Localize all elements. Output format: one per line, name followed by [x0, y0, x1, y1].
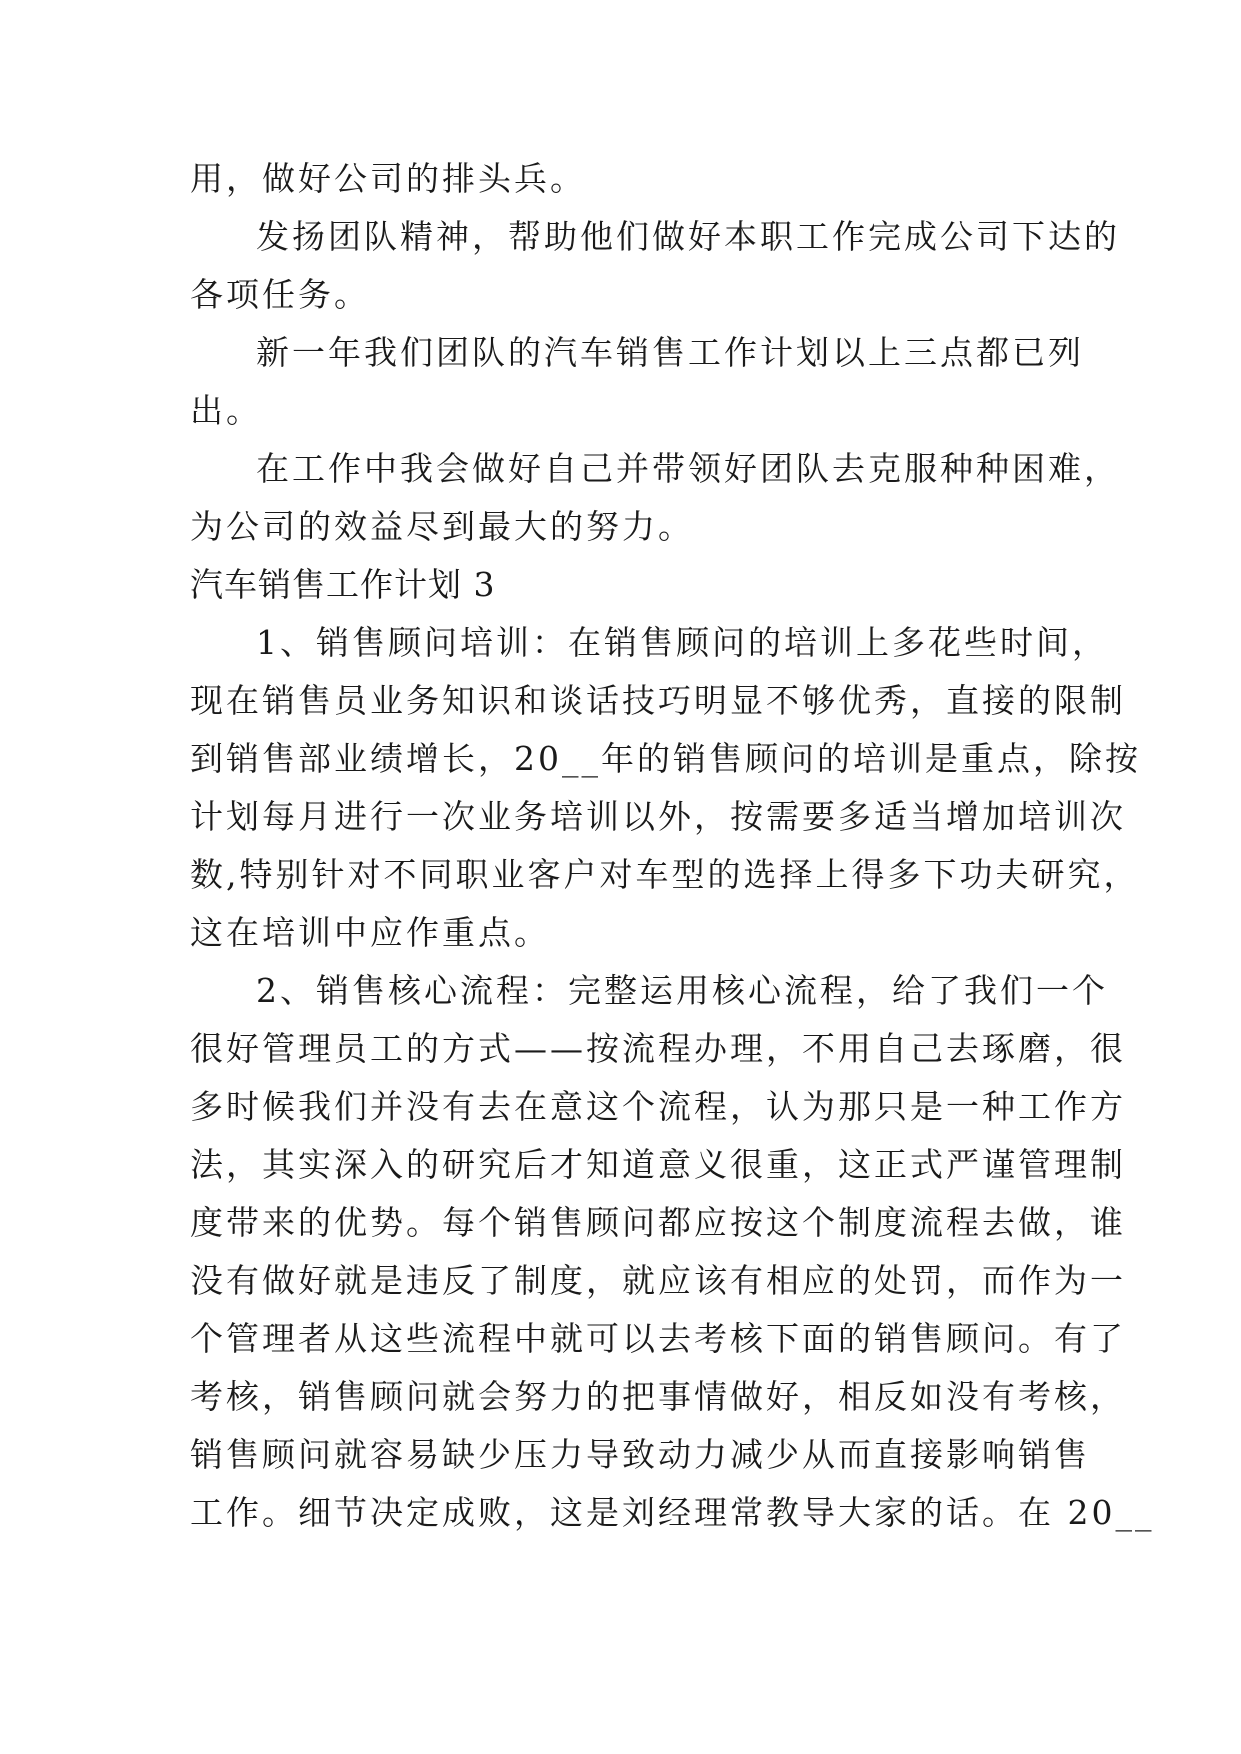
text-line: 2、销售核心流程：完整运用核心流程，给了我们一个 — [256, 971, 1108, 1010]
document-body — [190, 150, 1155, 1542]
text-line: 这在培训中应作重点。 — [190, 913, 550, 952]
text-line: 考核，销售顾问就会努力的把事情做好，相反如没有考核， — [190, 1377, 1126, 1416]
text-line: 现在销售员业务知识和谈话技巧明显不够优秀，直接的限制 — [190, 681, 1126, 720]
text-line: 1、销售顾问培训：在销售顾问的培训上多花些时间， — [256, 623, 1108, 662]
text-line: 各项任务。 — [190, 275, 370, 314]
section-heading: 汽车销售工作计划 3 — [190, 565, 496, 604]
text-line: 很好管理员工的方式——按流程办理，不用自己去琢磨，很 — [190, 1029, 1126, 1068]
text-line: 没有做好就是违反了制度，就应该有相应的处罚，而作为一 — [190, 1261, 1126, 1300]
text-line: 工作。细节决定成败，这是刘经理常教导大家的话。在 20__ — [190, 1493, 1155, 1532]
text-line: 出。 — [190, 391, 262, 430]
text-line: 销售顾问就容易缺少压力导致动力减少从而直接影响销售 — [190, 1435, 1090, 1474]
text-line: 计划每月进行一次业务培训以外，按需要多适当增加培训次 — [190, 797, 1126, 836]
text-line: 度带来的优势。每个销售顾问都应按这个制度流程去做，谁 — [190, 1203, 1126, 1242]
text-line: 多时候我们并没有去在意这个流程，认为那只是一种工作方 — [190, 1087, 1126, 1126]
text-line: 到销售部业绩增长，20__年的销售顾问的培训是重点，除按 — [190, 739, 1141, 778]
text-line: 为公司的效益尽到最大的努力。 — [190, 507, 694, 546]
text-line: 法，其实深入的研究后才知道意义很重，这正式严谨管理制 — [190, 1145, 1126, 1184]
text-line: 数,特别针对不同职业客户对车型的选择上得多下功夫研究， — [190, 855, 1140, 894]
text-line: 用，做好公司的排头兵。 — [190, 159, 586, 198]
text-line: 个管理者从这些流程中就可以去考核下面的销售顾问。有了 — [190, 1319, 1126, 1358]
text-line: 新一年我们团队的汽车销售工作计划以上三点都已列 — [256, 333, 1084, 372]
text-line: 发扬团队精神，帮助他们做好本职工作完成公司下达的 — [256, 217, 1120, 256]
text-line: 在工作中我会做好自己并带领好团队去克服种种困难， — [256, 449, 1120, 488]
